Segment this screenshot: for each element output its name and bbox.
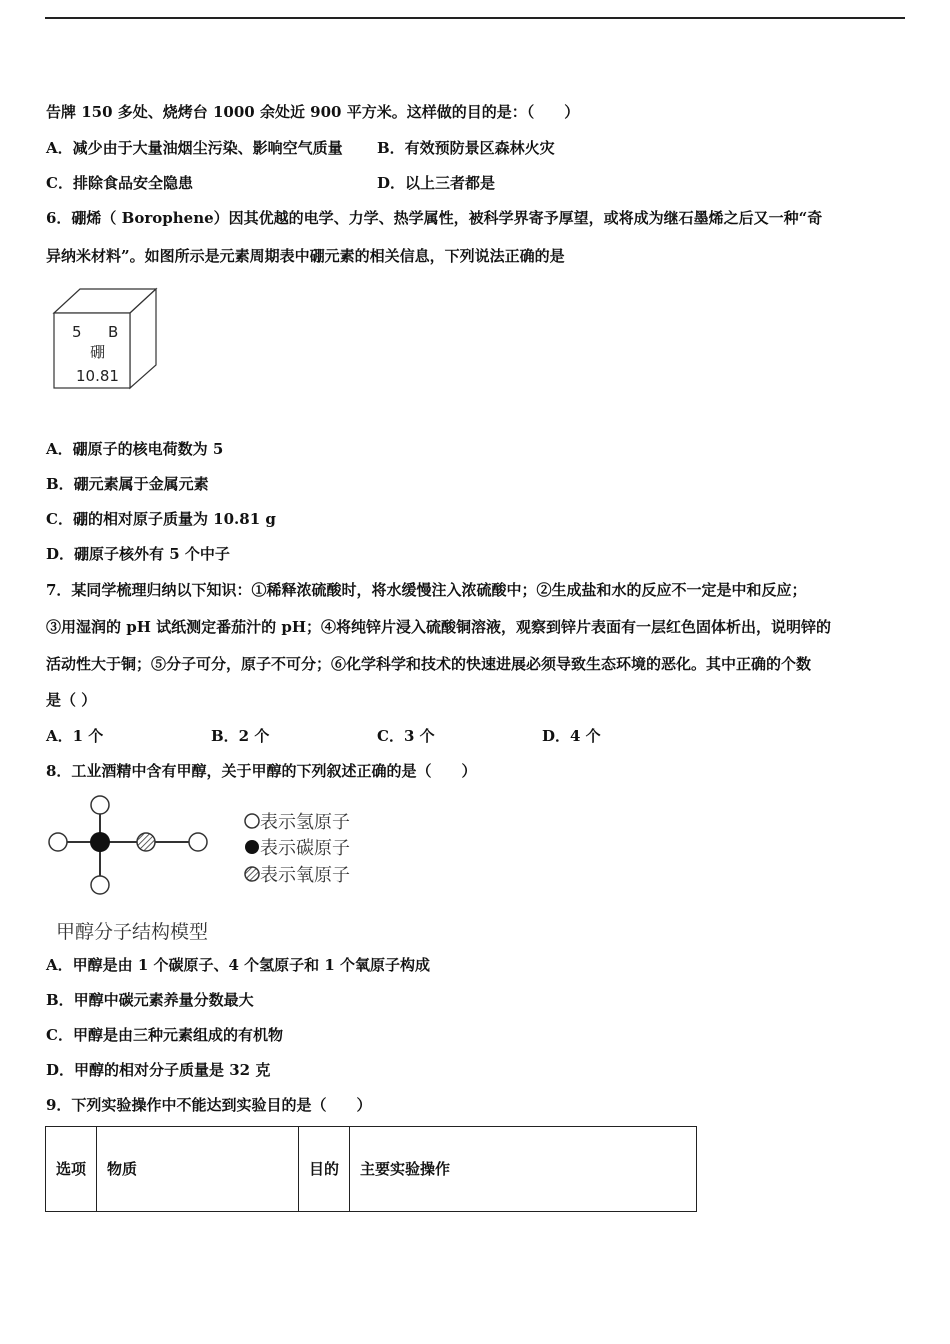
element-number: 5 — [72, 323, 82, 341]
legend-carbon-label: 表示碳原子 — [260, 838, 350, 859]
q7-stem-line2: ③用湿润的 pH 试纸测定番茄汁的 pH；④将纯锌片浸入硫酸铜溶液，观察到锌片表面有一层红色固体析出，说明锌的 — [46, 618, 831, 636]
boron-element-cell — [50, 285, 162, 393]
header-substance: 物质 — [97, 1127, 299, 1212]
q7-stem-line1: 7．某同学梳理归纳以下知识：①稀释浓硫酸时，将水缓慢注入浓硫酸中；②生成盐和水的反应不一定是中和反应； — [46, 581, 807, 599]
q8-option-b: B．甲醇中碳元素养量分数最大 — [46, 991, 254, 1009]
q5-option-a: A．减少由于大量油烟尘污染、影响空气质量 — [46, 139, 343, 157]
q6-option-c: C．硼的相对原子质量为 10.81 g — [46, 510, 276, 528]
legend-oxygen-label: 表示氧原子 — [260, 865, 350, 886]
q6-option-d: D．硼原子核外有 5 个中子 — [46, 545, 230, 563]
hydrogen-atom-top — [91, 796, 109, 814]
bonds — [58, 805, 198, 885]
table-header-row — [46, 1127, 697, 1212]
header-purpose: 目的 — [299, 1127, 350, 1212]
q8-option-a: A．甲醇是由 1 个碳原子、4 个氢原子和 1 个氧原子构成 — [46, 956, 431, 974]
q7-stem-line4: 是（ ） — [46, 691, 97, 709]
element-name: 硼 — [90, 343, 106, 361]
q5-option-c: C．排除食品安全隐患 — [46, 174, 193, 192]
q6-stem-line1: 6．硼烯（ Borophene）因其优越的电学、力学、热学属性，被科学界寄予厚望，或将成为继石墨烯之后又一种“奇 — [46, 209, 823, 227]
element-symbol: B — [108, 323, 119, 341]
q7-option-b: B．2 个 — [211, 727, 270, 745]
q9-table — [45, 1126, 697, 1212]
element-mass: 10.81 — [76, 367, 119, 385]
carbon-atom — [90, 832, 110, 852]
top-rule — [45, 17, 905, 19]
q7-stem-line3: 活动性大于铜；⑤分子可分，原子不可分；⑥化学科学和技术的快速进展必须导致生态环境的恶化。其中正确的个数 — [46, 655, 812, 673]
q5-option-b: B．有效预防景区森林火灾 — [377, 139, 555, 157]
q5-stem-tail: 告牌 150 多处、烧烤台 1000 余处近 900 平方米。这样做的目的是：（ ） — [46, 103, 580, 121]
hydrogen-atom-right — [189, 833, 207, 851]
hydrogen-atom-bottom — [91, 876, 109, 894]
q6-option-a: A．硼原子的核电荷数为 5 — [46, 440, 224, 458]
q7-option-c: C．3 个 — [377, 727, 435, 745]
q5-option-d: D．以上三者都是 — [377, 174, 496, 192]
q7-option-a: A．1 个 — [46, 727, 104, 745]
q8-option-c: C．甲醇是由三种元素组成的有机物 — [46, 1026, 283, 1044]
legend-hydrogen-label: 表示氢原子 — [260, 812, 350, 833]
q8-option-d: D．甲醇的相对分子质量是 32 克 — [46, 1061, 271, 1079]
legend-oxygen-icon — [245, 867, 259, 881]
q6-stem-line2: 异纳米材料”。如图所示是元素周期表中硼元素的相关信息，下列说法正确的是 — [46, 247, 565, 265]
header-operation: 主要实验操作 — [350, 1127, 697, 1212]
q7-option-d: D．4 个 — [542, 727, 601, 745]
q9-stem: 9．下列实验操作中不能达到实验目的是（ ） — [46, 1096, 372, 1114]
hydrogen-atom-left — [49, 833, 67, 851]
legend-carbon-icon — [245, 840, 259, 854]
methanol-molecule-model — [40, 790, 370, 945]
q6-option-b: B．硼元素属于金属元素 — [46, 475, 209, 493]
oxygen-atom — [137, 833, 155, 851]
q8-stem: 8．工业酒精中含有甲醇，关于甲醇的下列叙述正确的是（ ） — [46, 762, 477, 780]
legend-hydrogen-icon — [245, 814, 259, 828]
header-option: 选项 — [46, 1127, 97, 1212]
molecule-caption: 甲醇分子结构模型 — [56, 921, 209, 943]
